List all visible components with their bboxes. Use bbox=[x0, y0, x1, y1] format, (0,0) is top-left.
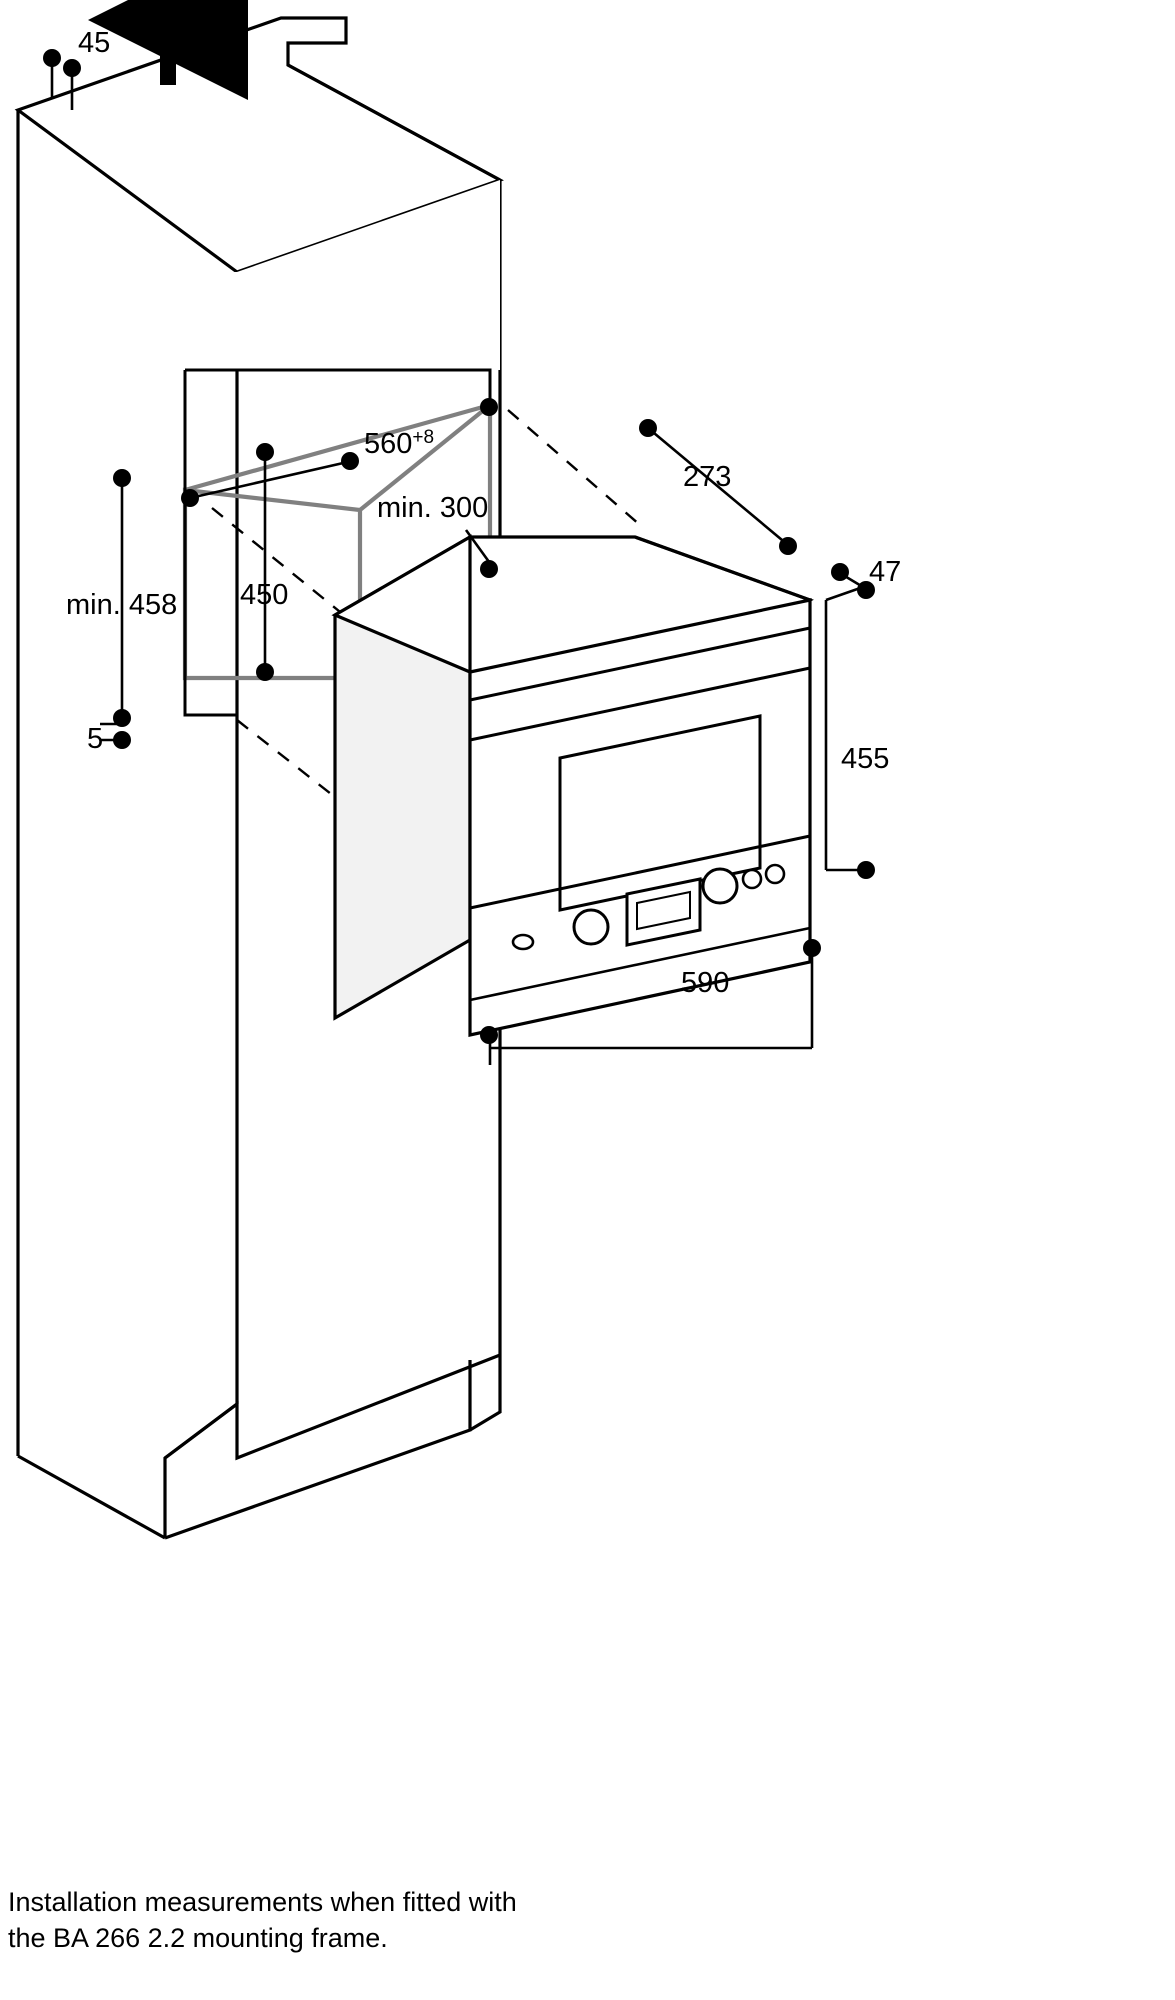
dim-label-appliance-height: 455 bbox=[841, 743, 890, 775]
dim-label-niche-depth: 273 bbox=[683, 461, 732, 493]
dim-label-min-depth: min. 300 bbox=[377, 492, 489, 524]
dim-label-niche-width: $560^{+8}$ bbox=[364, 427, 435, 460]
dim-label-bottom-gap: 5 bbox=[87, 723, 104, 755]
appliance-body bbox=[335, 537, 810, 1035]
dim-label-min-height: min. 458 bbox=[66, 589, 178, 621]
dim-label-frame-depth: 47 bbox=[869, 556, 902, 588]
caption-line-2: the BA 266 2.2 mounting frame. bbox=[8, 1923, 388, 1954]
diagram-caption bbox=[8, 1884, 808, 1957]
dim-label-appliance-width: 590 bbox=[681, 967, 730, 999]
caption-line-1: Installation measurements when fitted with bbox=[8, 1887, 517, 1917]
dim-label-top-gap: 45 bbox=[78, 27, 111, 59]
dim-label-inner-width: 450 bbox=[240, 579, 289, 611]
cabinet-upper-front-panel bbox=[185, 180, 500, 370]
